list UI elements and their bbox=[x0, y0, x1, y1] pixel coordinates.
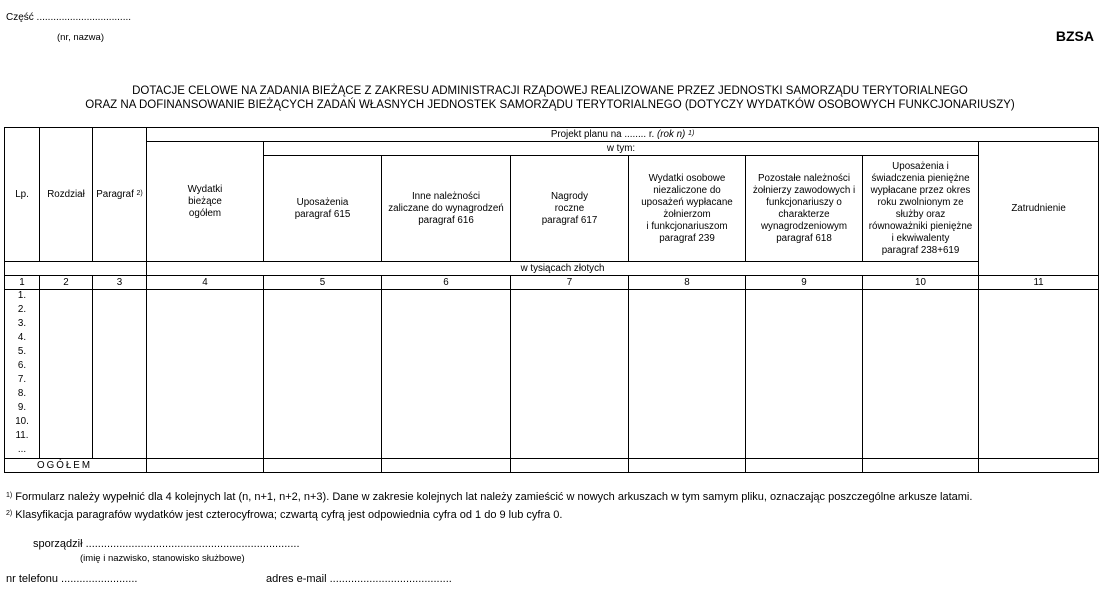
title-line-1: DOTACJE CELOWE NA ZADANIA BIEŻĄCE Z ZAKRESU ADMINISTRACJI RZĄDOWEJ REALIZOWANE PRZEZ JEDNOSTKI SAMORZĄDU TERYTORIALNEGO bbox=[132, 85, 968, 97]
part-field: Część .................................. bbox=[6, 12, 132, 23]
header-lp: Lp. bbox=[5, 128, 40, 262]
prepared-by-field[interactable]: sporządził ...................................................................... bbox=[33, 538, 300, 550]
column-number: 1 bbox=[5, 276, 40, 290]
total-cell[interactable] bbox=[746, 459, 863, 473]
row-label: 7. bbox=[17, 374, 27, 385]
cell-niezaliczone[interactable] bbox=[629, 290, 746, 459]
row-label: 9. bbox=[17, 402, 27, 413]
cell-rozdzial[interactable] bbox=[40, 290, 93, 459]
header-rozdzial: Rozdział bbox=[40, 128, 93, 262]
column-number: 3 bbox=[93, 276, 147, 290]
total-cell[interactable] bbox=[147, 459, 264, 473]
row-label: 10. bbox=[15, 416, 29, 427]
total-cell[interactable] bbox=[264, 459, 382, 473]
cell-wydatki[interactable] bbox=[147, 290, 264, 459]
column-number: 7 bbox=[511, 276, 629, 290]
part-field-hint: (nr, nazwa) bbox=[57, 32, 104, 43]
column-number: 9 bbox=[746, 276, 863, 290]
row-label: 2. bbox=[17, 304, 27, 315]
footnote-2: $^{2)}$ Klasyfikacja paragrafów wydatków jest czterocyfrowa; czwartą cyfrą jest odpowiednia cyfra od 1 do 9 lub cyfra 0. bbox=[6, 509, 563, 521]
header-wydatki: Wydatki bieżące ogółem bbox=[147, 142, 264, 262]
column-number: 4 bbox=[147, 276, 264, 290]
email-field[interactable]: adres e-mail ........................................ bbox=[266, 573, 452, 585]
row-numbers bbox=[5, 290, 40, 459]
header-zatrudnienie: Zatrudnienie bbox=[979, 142, 1099, 276]
budget-table bbox=[4, 127, 1099, 473]
header-niezaliczone: Wydatki osobowe niezaliczone do uposażeń wypłacane żołnierzom i funkcjonariuszom paragraf 239 bbox=[629, 156, 746, 262]
header-inne: Inne należności zaliczane do wynagrodzeń paragraf 616 bbox=[382, 156, 511, 262]
column-number: 11 bbox=[979, 276, 1099, 290]
total-cell[interactable] bbox=[863, 459, 979, 473]
total-cell[interactable] bbox=[382, 459, 511, 473]
header-plan: Projekt planu na ........ r. (rok n) $^{1)}$ bbox=[147, 128, 1099, 142]
header-uposazenia: Uposażenia paragraf 615 bbox=[264, 156, 382, 262]
header-pozostale: Pozostałe należności żołnierzy zawodowych i funkcjonariuszy o charakterze wynagrodzeniowym paragraf 618 bbox=[746, 156, 863, 262]
phone-field[interactable]: nr telefonu ......................... bbox=[6, 573, 138, 585]
cell-pozostale[interactable] bbox=[746, 290, 863, 459]
row-label: 4. bbox=[17, 332, 27, 343]
row-label: 8. bbox=[17, 388, 27, 399]
total-cell[interactable] bbox=[979, 459, 1099, 473]
total-cell[interactable] bbox=[629, 459, 746, 473]
header-in-that: w tym: bbox=[264, 142, 979, 156]
row-label: 1. bbox=[17, 290, 27, 301]
header-swiadczenia: Uposażenia i świadczenia pieniężne wypłacane przez okres roku zwolnionym ze służby oraz równoważniki pieniężne i ekwiwalenty paragraf 238+619 bbox=[863, 156, 979, 262]
title-line-2: ORAZ NA DOFINANSOWANIE BIEŻĄCYCH ZADAŃ WŁASNYCH JEDNOSTEK SAMORZĄDU TERYTORIALNEGO (DOTYCZY WYDATKÓW OSOBOWYCH FUNKCJONARIUSZY) bbox=[85, 99, 1015, 111]
prepared-by-hint: (imię i nazwisko, stanowisko służbowe) bbox=[80, 553, 245, 564]
total-cell[interactable] bbox=[511, 459, 629, 473]
row-label: 6. bbox=[17, 360, 27, 371]
row-label: ... bbox=[17, 444, 27, 455]
footnote-1: $^{1)}$ Formularz należy wypełnić dla 4 kolejnych lat (n, n+1, n+2, n+3). Dane w zakresie kolejnych lat należy zamieścić w nowych arkuszach w tym samym pliku, oznaczając poszczególne arkusze latami. bbox=[6, 491, 973, 503]
cell-uposazenia[interactable] bbox=[264, 290, 382, 459]
cell-swiadczenia[interactable] bbox=[863, 290, 979, 459]
units-spacer bbox=[5, 262, 147, 276]
column-number: 5 bbox=[264, 276, 382, 290]
cell-paragraf[interactable] bbox=[93, 290, 147, 459]
cell-inne[interactable] bbox=[382, 290, 511, 459]
total-label: OGÓŁEM bbox=[5, 459, 147, 473]
column-number: 6 bbox=[382, 276, 511, 290]
cell-nagrody[interactable] bbox=[511, 290, 629, 459]
header-nagrody: Nagrody roczne paragraf 617 bbox=[511, 156, 629, 262]
form-code: BZSA bbox=[1055, 28, 1094, 44]
column-number: 2 bbox=[40, 276, 93, 290]
cell-zatrudnienie[interactable] bbox=[979, 290, 1099, 459]
row-label: 3. bbox=[17, 318, 27, 329]
row-label: 11. bbox=[15, 430, 29, 441]
header-paragraf: Paragraf $^{2)}$ bbox=[93, 128, 147, 262]
column-number: 10 bbox=[863, 276, 979, 290]
row-label: 5. bbox=[17, 346, 27, 357]
column-number: 8 bbox=[629, 276, 746, 290]
units-label: w tysiącach złotych bbox=[147, 262, 979, 276]
